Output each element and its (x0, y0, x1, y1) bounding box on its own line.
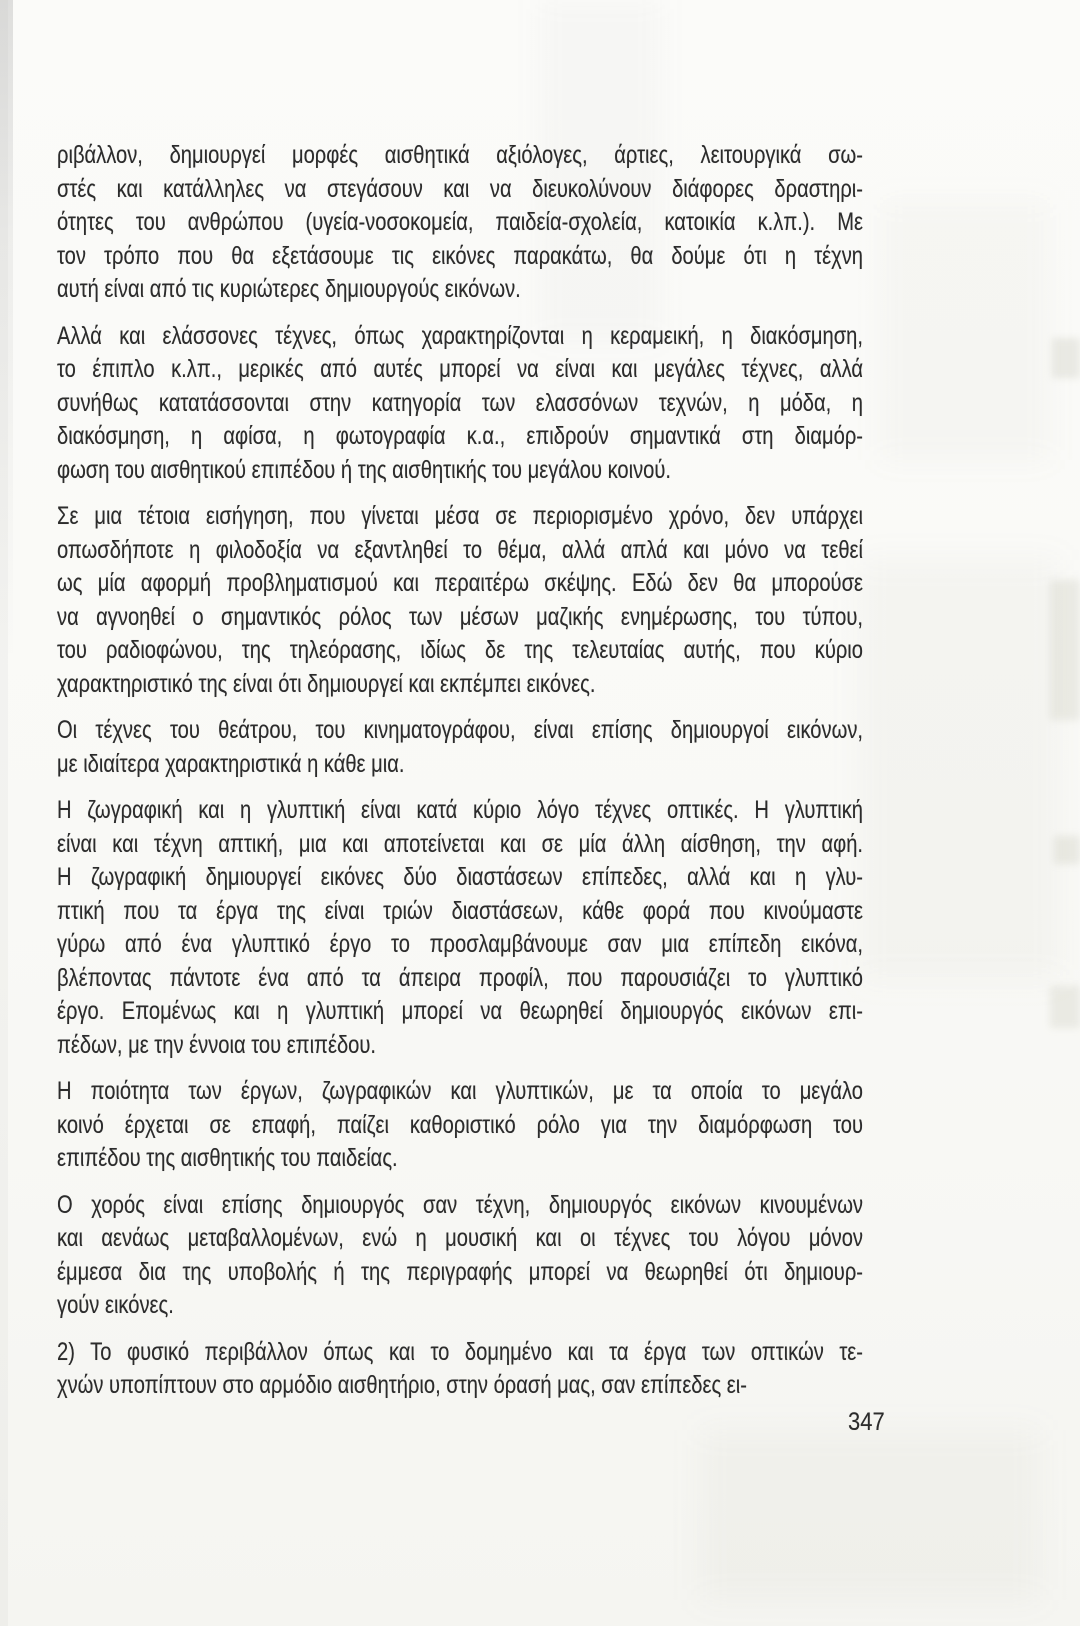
text-line: του ραδιοφώνου, της τηλεόρασης, ιδίως δε της τελευταίας αυτής, που κύριο (57, 636, 863, 664)
text-line: έμμεσα δια της υποβολής ή της περιγραφής μπορεί να θεωρηθεί ότι δημιουρ- (57, 1257, 863, 1286)
paragraph (57, 1075, 863, 1176)
text-line: Ο χορός είναι επίσης δημιουργός σαν τέχνη, δημιουργός εικόνων κινουμένων (57, 1190, 863, 1219)
text-line: με ιδιαίτερα χαρακτηριστικά η κάθε μια. (57, 749, 405, 778)
page-number: 347 (848, 1408, 885, 1436)
text-line: κοινό έρχεται σε επαφή, παίζει καθοριστικό ρόλο για την διαμόρφωση του (57, 1110, 863, 1139)
text-line: χαρακτηριστικό της είναι ότι δημιουργεί και εκπέμπει εικόνες. (57, 669, 596, 698)
scan-artifact-bleedthrough (860, 560, 1060, 980)
scan-artifact-right-edge-mark (1052, 338, 1080, 378)
text-line: Αλλά και ελάσσονες τέχνες, όπως χαρακτηρίζονται η κεραμεική, η διακόσμηση, (57, 321, 863, 350)
text-line: γύρω από ένα γλυπτικό έργο το προσλαμβάνουμε σαν μια επίπεδη εικόνα, (57, 930, 863, 958)
text-line: στές και κατάλληλες να στεγάσουν και να διευκολύνουν διάφορες δραστηρι- (57, 174, 863, 203)
text-line: ως μία αφορμή προβληματισμού και περαιτέρω σκέψης. Εδώ δεν θα μπορούσε (57, 569, 863, 597)
text-line: Η ζωγραφική δημιουργεί εικόνες δύο διαστάσεων επίπεδες, αλλά και η γλυ- (57, 863, 863, 891)
text-line: Οι τέχνες του θεάτρου, του κινηματογράφου, είναι επίσης δημιουργοί εικόνων, (57, 716, 863, 744)
text-line: χνών υποπίπτουν στο αρμόδιο αισθητήριο, στην όρασή μας, σαν επίπεδες ει- (57, 1371, 747, 1399)
scan-artifact-right-edge-mark (1054, 836, 1080, 864)
document-text (57, 139, 863, 1416)
text-line: Σε μια τέτοια εισήγηση, που γίνεται μέσα σε περιορισμένο χρόνο, δεν υπάρχει (57, 502, 863, 530)
text-line: πέδων, με την έννοια του επιπέδου. (57, 1030, 376, 1059)
text-line: επιπέδου της αισθητικής του παιδείας. (57, 1144, 398, 1172)
text-line: Η ζωγραφική και η γλυπτική είναι κατά κύριο λόγο τέχνες οπτικές. Η γλυπτική (57, 796, 863, 824)
text-line: ριβάλλον, δημιουργεί μορφές αισθητικά αξιόλογες, άρτιες, λειτουργικά σω- (57, 141, 863, 169)
text-line: οπωσδήποτε η φιλοδοξία να εξαντληθεί το θέμα, αλλά απλά και μόνο να τεθεί (57, 535, 863, 564)
scan-artifact-bleedthrough (880, 200, 1050, 460)
text-line: είναι και τέχνη απτική, μια και αποτείνεται και σε μία άλλη αίσθηση, την αφή. (57, 829, 863, 858)
scan-artifact-left-edge-shadow (0, 0, 13, 660)
paragraph (57, 794, 863, 1062)
text-line: το έπιπλο κ.λπ., μερικές από αυτές μπορεί να είναι και μεγάλες τέχνες, αλλά (57, 355, 863, 383)
paragraph (57, 714, 863, 781)
paragraph (57, 500, 863, 701)
paragraph (57, 139, 863, 307)
text-line: συνήθως κατατάσσονται στην κατηγορία των ελασσόνων τεχνών, η μόδα, η (57, 388, 863, 417)
paragraph (57, 320, 863, 488)
text-line: βλέποντας πάντοτε ένα από τα άπειρα προφίλ, που παρουσιάζει το γλυπτικό (57, 963, 863, 992)
text-line: έργο. Επομένως και η γλυπτική μπορεί να θεωρηθεί δημιουργός εικόνων επι- (57, 997, 863, 1025)
paragraph (57, 1336, 863, 1403)
paragraph (57, 1189, 863, 1323)
text-line: να αγνοηθεί ο σημαντικός ρόλος των μέσων μαζικής ενημέρωσης, του τύπου, (57, 602, 863, 631)
text-line: ότητες του ανθρώπου (υγεία-νοσοκομεία, παιδεία-σχολεία, κατοικία κ.λπ.). Με (57, 208, 863, 236)
text-line: γούν εικόνες. (57, 1291, 174, 1319)
text-line: και αενάως μεταβαλλομένων, ενώ η μουσική και οι τέχνες του λόγου μόνον (57, 1224, 863, 1252)
scan-artifact-bleedthrough (700, 1430, 1040, 1600)
text-line: πτική που τα έργα της είναι τριών διαστάσεων, κάθε φορά που κινούμαστε (57, 896, 863, 925)
scan-artifact-right-edge-mark (1050, 986, 1080, 1028)
text-line: 2) Το φυσικό περιβάλλον όπως και το δομημένο και τα έργα των οπτικών τε- (57, 1337, 863, 1366)
scan-artifact-right-edge-mark (1050, 580, 1080, 720)
scan-artifact-left-strip (0, 0, 8, 1626)
text-line: φωση του αισθητικού επιπέδου ή της αισθητικής του μεγάλου κοινού. (57, 455, 671, 484)
text-line: διακόσμηση, η αφίσα, η φωτογραφία κ.α., επιδρούν σημαντικά στη διαμόρ- (57, 422, 863, 450)
text-line: αυτή είναι από τις κυριώτερες δημιουργούς εικόνων. (57, 275, 521, 303)
text-line: Η ποιότητα των έργων, ζωγραφικών και γλυπτικών, με τα οποία το μεγάλο (57, 1077, 863, 1105)
text-line: τον τρόπο που θα εξετάσουμε τις εικόνες παρακάτω, θα δούμε ότι η τέχνη (57, 241, 863, 270)
